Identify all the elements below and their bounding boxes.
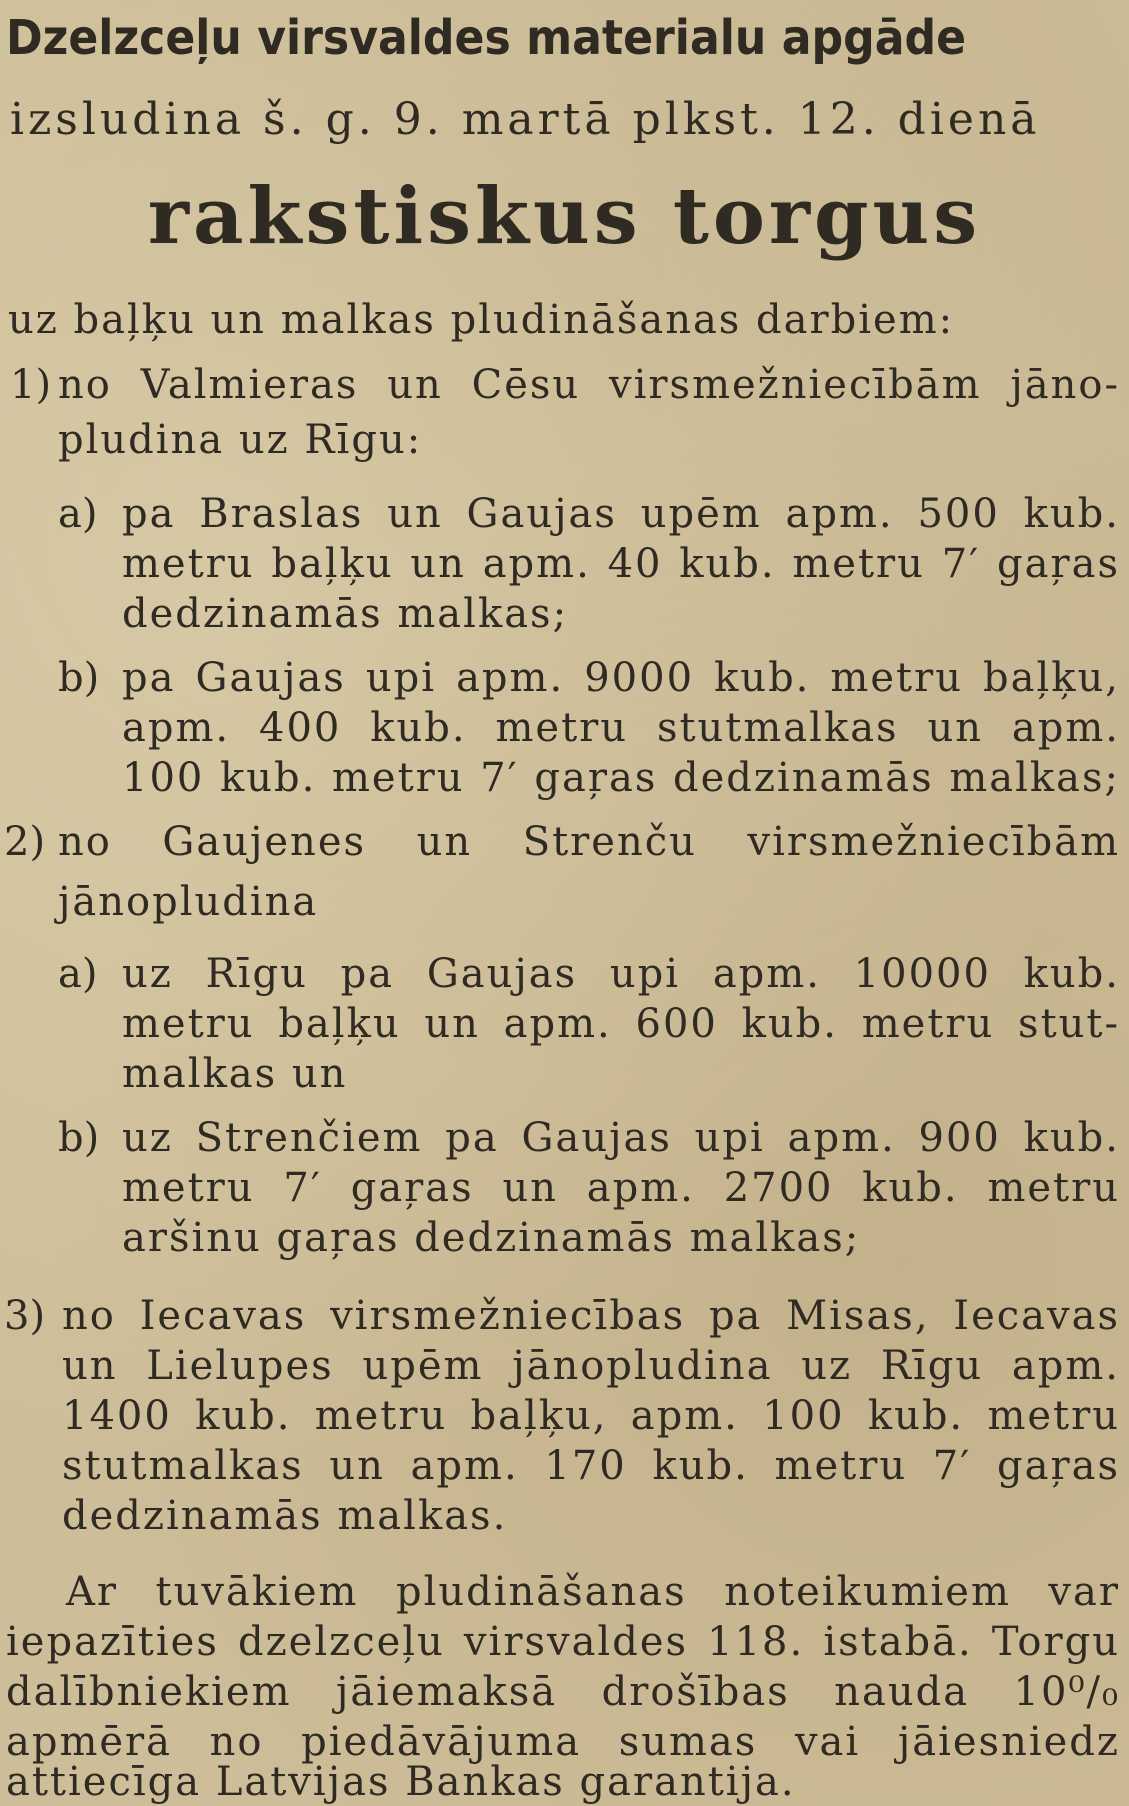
item-2a-line-3: malkas un [122,1051,348,1097]
header-organization: Dzelzceļu virsvaldes materialu apgāde [6,10,967,66]
item-3-line-2: un Lielupes upēm jānopludina uz Rīgu apm. [62,1343,1120,1389]
item-1-line-1: no Valmieras un Cēsu virsmežniecībām jāno- [58,362,1120,408]
item-1b-line-2: apm. 400 kub. metru stutmalkas un apm. [122,705,1120,751]
item-3-number: 3) [4,1293,46,1339]
item-2-line-2: jānopludina [58,879,319,925]
item-3-line-5: dedzinamās malkas. [62,1493,508,1539]
closing-line-1: Ar tuvākiem pludināšanas noteikumiem var [66,1569,1120,1615]
item-1b-letter: b) [58,655,100,701]
item-2b-line-2: metru 7′ gaŗas un apm. 2700 kub. metru [122,1165,1120,1211]
item-2a-line-1: uz Rīgu pa Gaujas upi apm. 10000 kub. [122,951,1120,997]
item-2b-letter: b) [58,1115,100,1161]
item-3-line-1: no Iecavas virsmežniecības pa Misas, Iecavas [62,1293,1120,1339]
closing-line-2: iepazīties dzelzceļu virsvaldes 118. istabā. Torgu [6,1619,1120,1665]
closing-line-3: dalībniekiem jāiemaksā drošības nauda 10⁰/₀ [6,1669,1120,1715]
closing-line-5: attiecīga Latvijas Bankas garantija. [6,1759,796,1805]
item-2b-line-1: uz Strenčiem pa Gaujas upi apm. 900 kub. [122,1115,1120,1161]
item-1a-line-3: dedzinamās malkas; [122,591,569,637]
page-title: rakstiskus torgus [147,171,982,262]
item-2-line-1: no Gaujenes un Strenču virsmežniecībām [58,819,1120,865]
header-announcement: izsludina š. g. 9. martā plkst. 12. dienā [10,94,1041,145]
item-2a-line-2: metru baļķu un apm. 600 kub. metru stut- [122,1001,1120,1047]
item-3-line-3: 1400 kub. metru baļķu, apm. 100 kub. metru [62,1393,1120,1439]
item-1b-line-3: 100 kub. metru 7′ gaŗas dedzinamās malkas; [122,755,1120,801]
intro-text: uz baļķu un malkas pludināšanas darbiem: [8,297,955,343]
item-1a-letter: a) [58,491,98,537]
item-1b-line-1: pa Gaujas upi apm. 9000 kub. metru baļķu, [122,655,1120,701]
item-2b-line-3: aršinu gaŗas dedzinamās malkas; [122,1215,861,1261]
item-1a-line-1: pa Braslas un Gaujas upēm apm. 500 kub. [122,491,1120,537]
item-1a-line-2: metru baļķu un apm. 40 kub. metru 7′ gaŗas [122,541,1120,587]
item-2-number: 2) [4,819,46,865]
item-2a-letter: a) [58,951,98,997]
item-1-number: 1) [10,362,52,408]
closing-line-4: apmērā no piedāvājuma sumas vai jāiesniedz [6,1719,1120,1765]
item-1-line-2: pludina uz Rīgu: [58,417,423,463]
item-3-line-4: stutmalkas un apm. 170 kub. metru 7′ gaŗas [62,1443,1120,1489]
